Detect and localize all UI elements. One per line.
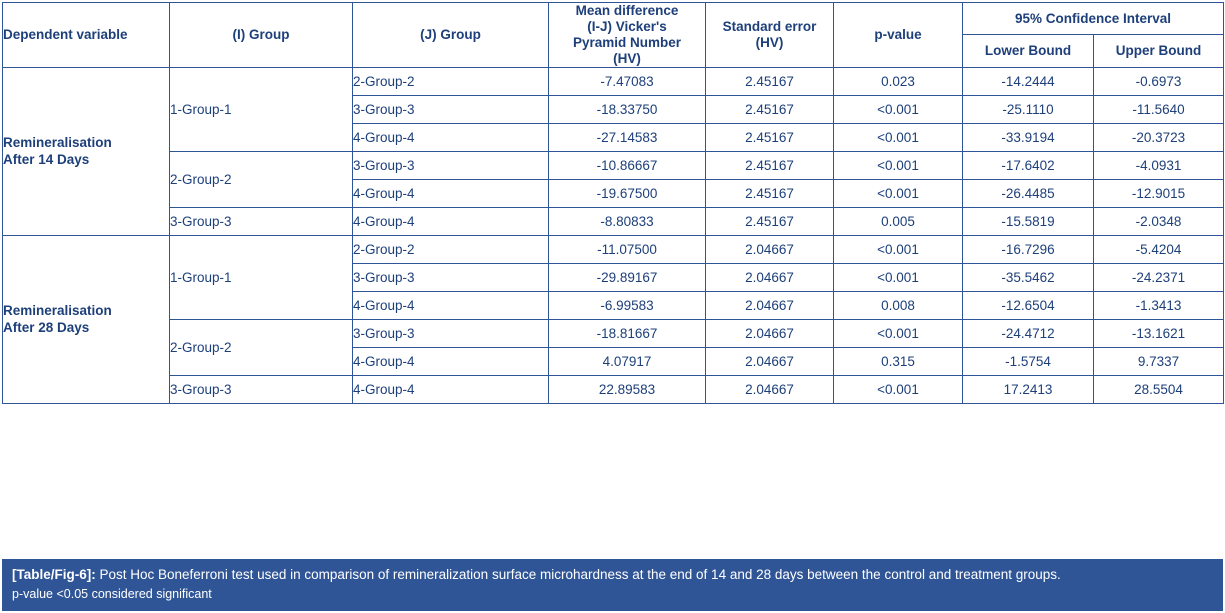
cell-lower-bound: -14.2444 [963, 67, 1094, 95]
cell-mean-difference: -18.81667 [549, 319, 706, 347]
cell-lower-bound: -35.5462 [963, 263, 1094, 291]
cell-p-value: <0.001 [834, 179, 963, 207]
cell-standard-error: 2.45167 [706, 207, 834, 235]
header-standard-error-line-1: Standard error [722, 18, 817, 34]
cell-upper-bound: -11.5640 [1094, 95, 1224, 123]
cell-upper-bound: -13.1621 [1094, 319, 1224, 347]
table-row [3, 207, 1224, 235]
cell-j-group: 3-Group-3 [353, 319, 549, 347]
cell-mean-difference: 22.89583 [549, 375, 706, 403]
dependent-variable-line: After 14 Days [3, 152, 90, 168]
cell-upper-bound: -12.9015 [1094, 179, 1224, 207]
figure-caption [2, 559, 1223, 611]
cell-lower-bound: -17.6402 [963, 151, 1094, 179]
cell-lower-bound: 17.2413 [963, 375, 1094, 403]
cell-j-group: 3-Group-3 [353, 151, 549, 179]
cell-p-value: <0.001 [834, 319, 963, 347]
cell-standard-error: 2.45167 [706, 95, 834, 123]
cell-upper-bound: -1.3413 [1094, 291, 1224, 319]
cell-mean-difference: -29.89167 [549, 263, 706, 291]
cell-mean-difference: -19.67500 [549, 179, 706, 207]
cell-j-group: 2-Group-2 [353, 235, 549, 263]
cell-p-value: <0.001 [834, 375, 963, 403]
cell-lower-bound: -12.6504 [963, 291, 1094, 319]
header-upper-bound: Upper Bound [1094, 35, 1224, 67]
cell-upper-bound: 28.5504 [1094, 375, 1224, 403]
table-body [3, 67, 1224, 403]
header-mean-difference-line-4: (HV) [613, 50, 641, 66]
cell-p-value: <0.001 [834, 123, 963, 151]
header-p-value: p-value [834, 3, 963, 68]
cell-standard-error: 2.04667 [706, 235, 834, 263]
header-standard-error-line-2: (HV) [755, 34, 784, 50]
cell-lower-bound: -15.5819 [963, 207, 1094, 235]
header-mean-difference-line-3: Pyramid Number [572, 34, 682, 50]
table-figure-page [0, 2, 1225, 613]
cell-lower-bound: -16.7296 [963, 235, 1094, 263]
cell-lower-bound: -1.5754 [963, 347, 1094, 375]
cell-j-group: 4-Group-4 [353, 179, 549, 207]
cell-upper-bound: -5.4204 [1094, 235, 1224, 263]
cell-mean-difference: -10.86667 [549, 151, 706, 179]
header-row-top [3, 3, 1224, 35]
post-hoc-bonferroni-table [2, 2, 1224, 404]
cell-p-value: 0.315 [834, 347, 963, 375]
cell-j-group: 4-Group-4 [353, 291, 549, 319]
cell-standard-error: 2.04667 [706, 291, 834, 319]
cell-mean-difference: -27.14583 [549, 123, 706, 151]
cell-i-group: 1-Group-1 [170, 235, 353, 319]
cell-upper-bound: -4.0931 [1094, 151, 1224, 179]
cell-p-value: <0.001 [834, 235, 963, 263]
dependent-variable-line: After 28 Days [3, 320, 90, 336]
cell-j-group: 3-Group-3 [353, 263, 549, 291]
table-row [3, 67, 1224, 95]
cell-j-group: 4-Group-4 [353, 347, 549, 375]
cell-lower-bound: -26.4485 [963, 179, 1094, 207]
table-row [3, 319, 1224, 347]
dependent-variable-line: Remineralisation [3, 302, 112, 318]
cell-lower-bound: -33.9194 [963, 123, 1094, 151]
header-i-group: (I) Group [170, 3, 353, 68]
table-head [3, 3, 1224, 68]
cell-standard-error: 2.04667 [706, 347, 834, 375]
cell-i-group: 2-Group-2 [170, 319, 353, 375]
table-row [3, 151, 1224, 179]
cell-upper-bound: -2.0348 [1094, 207, 1224, 235]
cell-mean-difference: -11.07500 [549, 235, 706, 263]
header-j-group: (J) Group [353, 3, 549, 68]
cell-p-value: <0.001 [834, 95, 963, 123]
header-mean-difference-line-2: (I-J) Vicker's [587, 18, 667, 34]
cell-p-value: <0.001 [834, 151, 963, 179]
cell-lower-bound: -25.1110 [963, 95, 1094, 123]
cell-upper-bound: -20.3723 [1094, 123, 1224, 151]
table-row [3, 375, 1224, 403]
header-confidence-interval: 95% Confidence Interval [963, 3, 1224, 35]
cell-i-group: 2-Group-2 [170, 151, 353, 207]
cell-p-value: <0.001 [834, 263, 963, 291]
cell-mean-difference: -8.80833 [549, 207, 706, 235]
cell-p-value: 0.005 [834, 207, 963, 235]
cell-j-group: 2-Group-2 [353, 67, 549, 95]
cell-dependent-variable [3, 235, 170, 403]
cell-i-group: 1-Group-1 [170, 67, 353, 151]
cell-mean-difference: -7.47083 [549, 67, 706, 95]
dependent-variable-line: Remineralisation [3, 134, 112, 150]
cell-lower-bound: -24.4712 [963, 319, 1094, 347]
cell-standard-error: 2.45167 [706, 67, 834, 95]
cell-i-group: 3-Group-3 [170, 375, 353, 403]
header-mean-difference [549, 3, 706, 68]
cell-upper-bound: -24.2371 [1094, 263, 1224, 291]
cell-p-value: 0.008 [834, 291, 963, 319]
cell-standard-error: 2.45167 [706, 151, 834, 179]
caption-note: p-value <0.05 considered significant [12, 587, 212, 602]
header-dependent-variable: Dependent variable [3, 3, 170, 68]
cell-standard-error: 2.45167 [706, 123, 834, 151]
header-lower-bound: Lower Bound [963, 35, 1094, 67]
header-standard-error [706, 3, 834, 68]
cell-mean-difference: -6.99583 [549, 291, 706, 319]
caption-label: [Table/Fig-6]: [12, 566, 96, 582]
cell-mean-difference: 4.07917 [549, 347, 706, 375]
table-row [3, 235, 1224, 263]
cell-upper-bound: -0.6973 [1094, 67, 1224, 95]
cell-standard-error: 2.04667 [706, 319, 834, 347]
caption-text: Post Hoc Boneferroni test used in comparison of remineralization surface microhardness at the end of 14 and 28 days between the control and treatment groups. [95, 566, 1061, 582]
cell-j-group: 4-Group-4 [353, 375, 549, 403]
cell-i-group: 3-Group-3 [170, 207, 353, 235]
header-mean-difference-line-1: Mean difference [575, 3, 679, 18]
cell-j-group: 4-Group-4 [353, 123, 549, 151]
cell-dependent-variable [3, 67, 170, 235]
cell-j-group: 4-Group-4 [353, 207, 549, 235]
cell-standard-error: 2.04667 [706, 375, 834, 403]
cell-standard-error: 2.45167 [706, 179, 834, 207]
cell-upper-bound: 9.7337 [1094, 347, 1224, 375]
cell-p-value: 0.023 [834, 67, 963, 95]
caption-main-line [12, 566, 1213, 584]
cell-j-group: 3-Group-3 [353, 95, 549, 123]
cell-mean-difference: -18.33750 [549, 95, 706, 123]
cell-standard-error: 2.04667 [706, 263, 834, 291]
